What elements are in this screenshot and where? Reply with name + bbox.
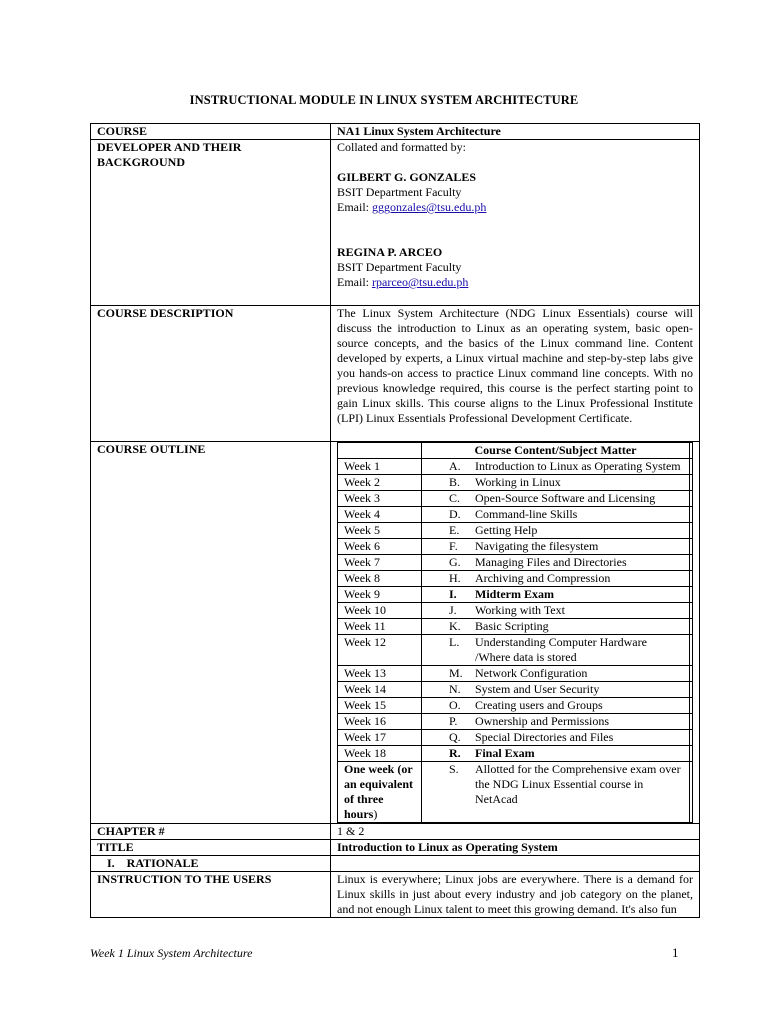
outline-week: Week 14 [338, 682, 422, 698]
outline-row-item [338, 571, 693, 587]
outline-topic [422, 698, 690, 714]
outline-row-end [690, 555, 693, 571]
footer-title: Week 1 Linux System Architecture [90, 946, 253, 960]
outline-row-end [690, 714, 693, 730]
developer-row [91, 140, 700, 306]
outline-row [91, 442, 700, 824]
outline-topic-text: Working in Linux [475, 475, 561, 489]
email-prefix-1: Email: [337, 200, 372, 214]
outline-row-item [338, 539, 693, 555]
outline-header-row [338, 443, 693, 459]
outline-letter: L. [449, 635, 460, 649]
outline-letter: N. [449, 682, 461, 696]
document-title: INSTRUCTIONAL MODULE IN LINUX SYSTEM ARCHITECTURE [189, 93, 579, 107]
outline-week: Week 8 [338, 571, 422, 587]
instruction-text: Linux is everywhere; Linux jobs are everywhere. There is a demand for Linux skills in just about every industry and job category on the planet, and not enough Linux talent to meet this growing demand. It's also fun [331, 872, 700, 918]
outline-row-end [690, 539, 693, 555]
developer-email-link-2[interactable]: rparceo@tsu.edu.ph [372, 275, 469, 289]
outline-week-final [338, 762, 422, 823]
outline-topic-text: Special Directories and Files [475, 730, 614, 744]
outline-topic-text: Getting Help [475, 523, 538, 537]
outline-topic-text: Working with Text [475, 603, 565, 617]
outline-letter: R. [449, 746, 461, 760]
outline-topic-text: System and User Security [475, 682, 600, 696]
email-prefix-2: Email: [337, 275, 372, 289]
outline-row-item [338, 459, 693, 475]
outline-row-item [338, 714, 693, 730]
outline-week-final-bold: One week (or an equivalent of three hours [344, 762, 414, 821]
outline-letter: B. [449, 475, 461, 489]
description-text: The Linux System Architecture (NDG Linux Essentials) course will discuss the introduction to Linux as an operating system, basic open-source concepts, and the basics of the Linux command line. Content developed by experts, a Linux virtual machine and step-by-step labs give you hands-on access to practice Linux command line concepts. With no previous knowledge required, this course is the perfect starting point to gain Linux skills. This course aligns to the Linux Professional Institute (LPI) Linux Essentials Professional Development Certificate. [337, 306, 693, 425]
outline-topic [422, 555, 690, 571]
outline-row-item [338, 603, 693, 619]
outline-letter: K. [449, 619, 461, 633]
outline-letter: I. [449, 587, 457, 601]
outline-row-item [338, 555, 693, 571]
outline-topic-text: Basic Scripting [475, 619, 549, 633]
course-label: COURSE [91, 124, 331, 140]
outline-topic [422, 714, 690, 730]
outline-row-item [338, 635, 693, 666]
outline-row-end [690, 762, 693, 823]
outline-week: Week 7 [338, 555, 422, 571]
outline-header-end [690, 443, 693, 459]
outline-letter-final: S. [449, 762, 459, 776]
outline-row-item [338, 523, 693, 539]
outline-week: Week 11 [338, 619, 422, 635]
outline-topic-text: Command-line Skills [475, 507, 578, 521]
outline-letter: P. [449, 714, 458, 728]
outline-row-end [690, 587, 693, 603]
developer-email-line-1 [337, 200, 693, 215]
developer-details [331, 140, 700, 306]
outline-letter: M. [449, 666, 463, 680]
outline-label: COURSE OUTLINE [91, 442, 331, 824]
outline-letter: A. [449, 459, 461, 473]
outline-row-end [690, 491, 693, 507]
outline-row-item [338, 587, 693, 603]
outline-row-end [690, 730, 693, 746]
outline-cell [331, 442, 700, 824]
outline-topic [422, 571, 690, 587]
outline-week: Week 2 [338, 475, 422, 491]
outline-letter: D. [449, 507, 461, 521]
outline-week: Week 4 [338, 507, 422, 523]
outline-row-item [338, 746, 693, 762]
outline-topic [422, 539, 690, 555]
outline-letter: J. [449, 603, 457, 617]
outline-topic [422, 619, 690, 635]
outline-row-item [338, 619, 693, 635]
outline-topic-text: Ownership and Permissions [475, 714, 609, 728]
outline-header: Course Content/Subject Matter [422, 443, 690, 459]
instruction-label: INSTRUCTION TO THE USERS [91, 872, 331, 918]
description-label: COURSE DESCRIPTION [91, 306, 331, 442]
outline-week: Week 6 [338, 539, 422, 555]
developer-name-2: REGINA P. ARCEO [337, 245, 443, 259]
course-info-table [90, 123, 700, 918]
outline-topic-text: Managing Files and Directories [475, 555, 627, 569]
title-row [91, 840, 700, 856]
outline-row-item [338, 682, 693, 698]
instruction-row [91, 872, 700, 918]
outline-week: Week 13 [338, 666, 422, 682]
rationale-value [331, 856, 700, 872]
chapter-row [91, 824, 700, 840]
outline-row-item [338, 507, 693, 523]
course-row [91, 124, 700, 140]
outline-week: Week 16 [338, 714, 422, 730]
outline-row-end [690, 698, 693, 714]
outline-topic-text: Archiving and Compression [475, 571, 611, 585]
outline-topic [422, 507, 690, 523]
outline-row-end [690, 635, 693, 666]
developer-role-2: BSIT Department Faculty [337, 260, 462, 274]
outline-letter: E. [449, 523, 460, 537]
outline-topic-text: Understanding Computer Hardware /Where data is stored [475, 635, 647, 664]
outline-topic-text: Open-Source Software and Licensing [475, 491, 656, 505]
outline-week: Week 5 [338, 523, 422, 539]
outline-topic-text: Creating users and Groups [475, 698, 603, 712]
outline-row-item [338, 698, 693, 714]
outline-row-end [690, 523, 693, 539]
developer-intro: Collated and formatted by: [337, 140, 466, 154]
outline-week: Week 12 [338, 635, 422, 666]
course-outline-table [337, 442, 693, 823]
outline-topic [422, 635, 690, 666]
outline-week: Week 18 [338, 746, 422, 762]
outline-week: Week 3 [338, 491, 422, 507]
title-value: Introduction to Linux as Operating System [331, 840, 700, 856]
outline-row-end [690, 746, 693, 762]
outline-topic-text: Final Exam [475, 746, 535, 760]
course-value: NA1 Linux System Architecture [331, 124, 700, 140]
outline-week: Week 9 [338, 587, 422, 603]
rationale-label: I. RATIONALE [91, 856, 331, 872]
developer-role-1: BSIT Department Faculty [337, 185, 462, 199]
outline-letter: Q. [449, 730, 461, 744]
outline-topic [422, 730, 690, 746]
developer-name-1: GILBERT G. GONZALES [337, 170, 477, 184]
outline-topic-text: Network Configuration [475, 666, 588, 680]
outline-row-item [338, 730, 693, 746]
page-number: 1 [672, 945, 679, 960]
outline-row-end [690, 571, 693, 587]
outline-row-end [690, 603, 693, 619]
outline-letter: F. [449, 539, 458, 553]
outline-topic-text-final: Allotted for the Comprehensive exam over the NDG Linux Essential course in NetAcad [475, 762, 681, 806]
outline-topic [422, 746, 690, 762]
outline-letter: G. [449, 555, 461, 569]
outline-topic-text: Introduction to Linux as Operating System [475, 459, 681, 473]
outline-topic [422, 666, 690, 682]
developer-email-link-1[interactable]: gggonzales@tsu.edu.ph [372, 200, 487, 214]
outline-row-end [690, 507, 693, 523]
description-row [91, 306, 700, 442]
outline-row-end [690, 475, 693, 491]
outline-week: Week 10 [338, 603, 422, 619]
outline-topic [422, 587, 690, 603]
outline-row-end [690, 459, 693, 475]
rationale-row [91, 856, 700, 872]
outline-topic [422, 475, 690, 491]
outline-letter: O. [449, 698, 461, 712]
outline-topic-text: Midterm Exam [475, 587, 554, 601]
outline-row-final [338, 762, 693, 823]
outline-topic-final [422, 762, 690, 823]
outline-topic-text: Navigating the filesystem [475, 539, 599, 553]
outline-letter: C. [449, 491, 461, 505]
outline-header-week [338, 443, 422, 459]
outline-row-end [690, 666, 693, 682]
outline-week: Week 17 [338, 730, 422, 746]
outline-week: Week 15 [338, 698, 422, 714]
title-label: TITLE [91, 840, 331, 856]
description-cell [331, 306, 700, 442]
outline-row-item [338, 491, 693, 507]
outline-row-end [690, 682, 693, 698]
outline-week-final-tail: ) [373, 807, 378, 821]
outline-topic [422, 491, 690, 507]
outline-row-item [338, 475, 693, 491]
outline-topic [422, 459, 690, 475]
outline-letter: H. [449, 571, 461, 585]
chapter-label: CHAPTER # [91, 824, 331, 840]
outline-week: Week 1 [338, 459, 422, 475]
developer-label: DEVELOPER AND THEIR BACKGROUND [91, 140, 331, 306]
outline-topic [422, 523, 690, 539]
chapter-value: 1 & 2 [331, 824, 700, 840]
developer-email-line-2 [337, 275, 693, 290]
outline-topic [422, 682, 690, 698]
outline-row-end [690, 619, 693, 635]
outline-row-item [338, 666, 693, 682]
outline-topic [422, 603, 690, 619]
